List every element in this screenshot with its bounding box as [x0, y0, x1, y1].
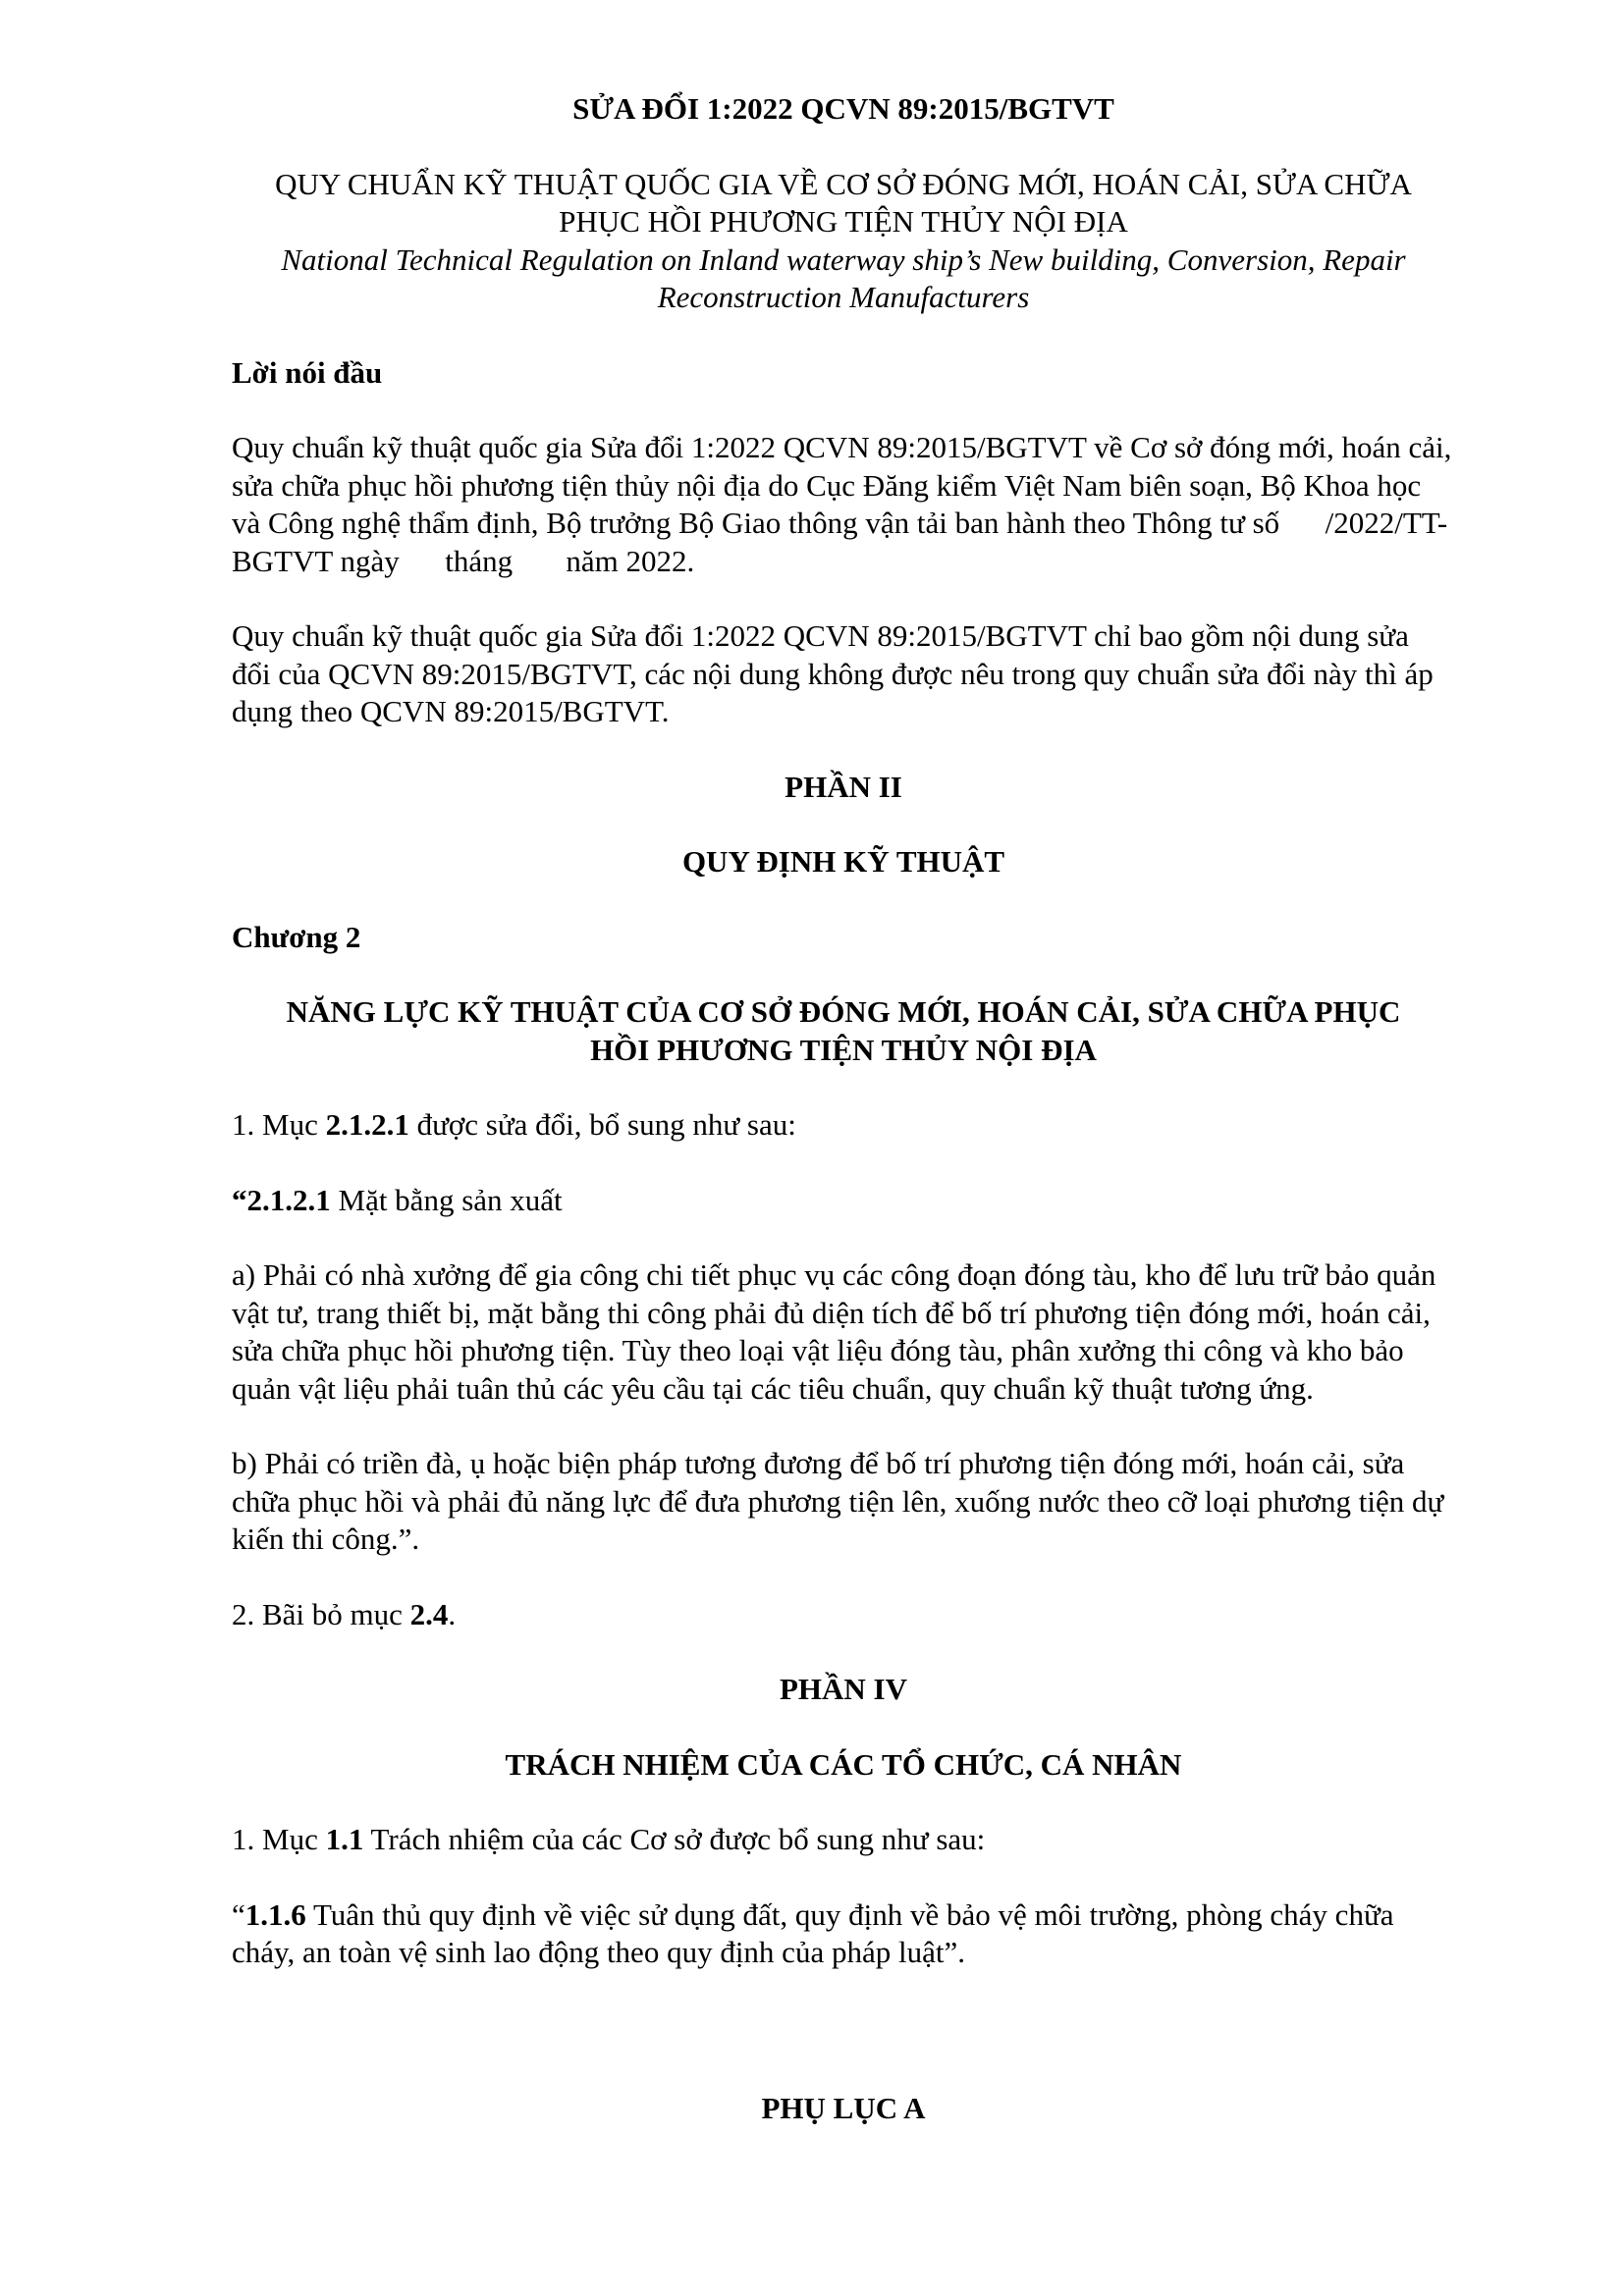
- document-page: [232, 90, 1460, 2127]
- part4-heading: PHẦN IV: [779, 1672, 908, 1706]
- clause-a: a) Phải có nhà xưởng để gia công chi tiết phục vụ các công đoạn đóng tàu, kho để lưu trữ bảo quản vật tư, trang thiết bị, mặt bằng thi công phải đủ diện tích để bố trí phương tiện đóng mới, hoán cải, sửa chữa phục hồi phương tiện. Tùy theo loại vật liệu đóng tàu, phân xưởng thi công và kho bảo quản vật liệu phải tuân thủ các yêu cầu tại các tiêu chuẩn, quy chuẩn kỹ thuật tương ứng.: [232, 1257, 1436, 1406]
- title-en-line2: Reconstruction Manufacturers: [657, 280, 1030, 314]
- chapter2-heading: Chương 2: [232, 919, 361, 954]
- foreword-paragraph-1: Quy chuẩn kỹ thuật quốc gia Sửa đổi 1:2022 QCVN 89:2015/BGTVT về Cơ sở đóng mới, hoán cải, sửa chữa phục hồi phương tiện thủy nội địa do Cục Đăng kiểm Việt Nam biên soạn, Bộ Khoa học và Công nghệ thẩm định, Bộ trưởng Bộ Giao thông vận tải ban hành theo Thông tư số /2022/TT-BGTVT ngày tháng năm 2022.: [232, 430, 1460, 578]
- part2-title: QUY ĐỊNH KỸ THUẬT: [681, 844, 1005, 879]
- amendment-item-2: 2. Bãi bỏ mục 2.4.: [232, 1596, 457, 1631]
- amendment-item-1: 1. Mục 2.1.2.1 được sửa đổi, bổ sung như sau:: [232, 1107, 796, 1142]
- appendix-heading: PHỤ LỤC A: [761, 2090, 926, 2125]
- clause-2-1-2-1-title: “2.1.2.1 Mặt bằng sản xuất: [232, 1182, 563, 1217]
- foreword-heading: Lời nói đầu: [232, 354, 383, 390]
- part4-item1-ref: 1.1: [325, 1822, 364, 1856]
- item2-ref: 2.4: [409, 1596, 449, 1631]
- title-en-line1: National Technical Regulation on Inland waterway ship’s New building, Conversion, Repair: [281, 241, 1406, 277]
- part4-title: TRÁCH NHIỆM CỦA CÁC TỔ CHỨC, CÁ NHÂN: [505, 1746, 1182, 1782]
- foreword-paragraph-2: Quy chuẩn kỹ thuật quốc gia Sửa đổi 1:2022 QCVN 89:2015/BGTVT chỉ bao gồm nội dung sửa đổi của QCVN 89:2015/BGTVT, các nội dung không được nêu trong quy chuẩn sửa đổi này thì áp dụng theo QCVN 89:2015/BGTVT.: [232, 618, 1434, 728]
- chapter2-title-line1: NĂNG LỰC KỸ THUẬT CỦA CƠ SỞ ĐÓNG MỚI, HOÁN CẢI, SỬA CHỮA PHỤC: [286, 994, 1401, 1029]
- chapter2-title: [232, 993, 1455, 1069]
- chapter2-title-line2: HỒI PHƯƠNG TIỆN THỦY NỘI ĐỊA: [590, 1032, 1097, 1067]
- item1-ref: 2.1.2.1: [325, 1107, 409, 1142]
- title-vi-line1: QUY CHUẨN KỸ THUẬT QUỐC GIA VỀ CƠ SỞ ĐÓNG MỚI, HOÁN CẢI, SỬA CHỮA: [275, 166, 1412, 201]
- spacer: [232, 1972, 1455, 2090]
- amendment-title: SỬA ĐỔI 1:2022 QCVN 89:2015/BGTVT: [572, 91, 1114, 126]
- regulation-title-block: [232, 166, 1455, 317]
- part2-heading: PHẦN II: [785, 769, 902, 804]
- title-vi-line2: PHỤC HỒI PHƯƠNG TIỆN THỦY NỘI ĐỊA: [559, 204, 1128, 239]
- clause-b: b) Phải có triền đà, ụ hoặc biện pháp tương đương để bố trí phương tiện đóng mới, hoán cải, sửa chữa phục hồi và phải đủ năng lực để đưa phương tiện lên, xuống nước theo cỡ loại phương tiện dự kiến thi công.”.: [232, 1446, 1444, 1556]
- clause-1-1-6: “1.1.6 Tuân thủ quy định về việc sử dụng đất, quy định về bảo vệ môi trường, phòng cháy chữa cháy, an toàn vệ sinh lao động theo quy định của pháp luật”.: [232, 1896, 1394, 1969]
- part4-item-1: 1. Mục 1.1 Trách nhiệm của các Cơ sở được bổ sung như sau:: [232, 1822, 986, 1856]
